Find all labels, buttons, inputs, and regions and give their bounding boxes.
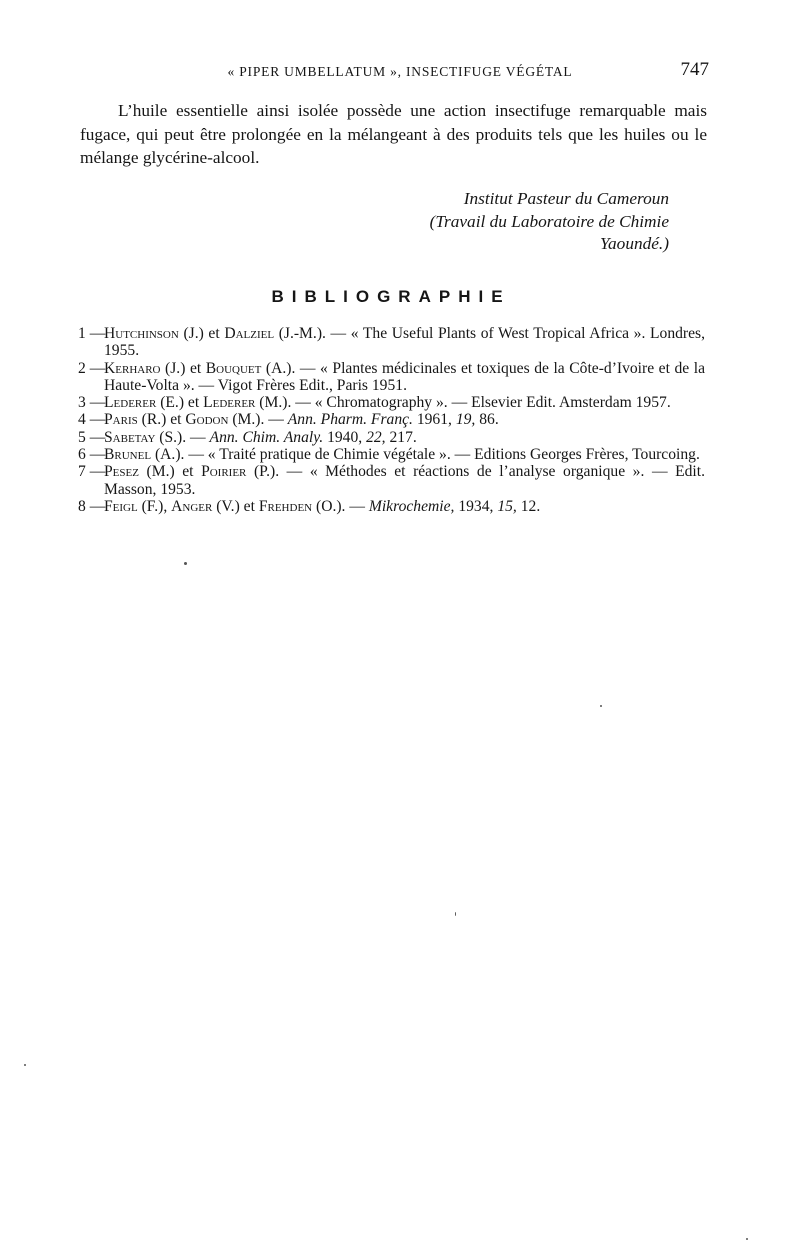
reference-number: 1 —: [78, 325, 106, 342]
author-name: Paris: [104, 411, 138, 429]
journal-title: 22,: [366, 428, 386, 446]
reference-fragment: (F.),: [137, 497, 172, 515]
scan-speck: [746, 1238, 748, 1240]
reference-text: [104, 360, 705, 394]
reference-number: 8 —: [78, 497, 106, 515]
page-number: 747: [680, 59, 709, 80]
reference-fragment: (A.). — « Traité pratique de Chimie végétale ». — Editions Georges Frères, Tourcoing.: [151, 446, 700, 464]
reference-item: [78, 325, 705, 360]
body-paragraph: [80, 99, 707, 170]
bibliography-heading: BIBLIOGRAPHIE: [271, 287, 511, 306]
reference-item: [78, 429, 705, 446]
author-name: Lederer: [104, 394, 157, 412]
reference-text: [104, 394, 671, 411]
scan-speck: [600, 705, 602, 707]
reference-fragment: (P.). — « Méthodes et réactions de l’analyse organique ». — Edit. Masson, 1953.: [104, 463, 705, 498]
reference-fragment: (J.) et: [178, 325, 225, 342]
author-name: Lederer: [203, 394, 256, 412]
reference-fragment: 12.: [516, 497, 541, 515]
reference-number: 2 —: [78, 359, 106, 377]
author-name: Frehden: [258, 497, 313, 515]
scan-speck: [184, 562, 187, 565]
reference-fragment: 217.: [385, 428, 417, 446]
reference-item: [78, 498, 705, 515]
journal-title: Ann. Pharm. Franç.: [287, 411, 413, 429]
reference-fragment: (J.) et: [160, 359, 206, 377]
running-title: « PIPER UMBELLATUM », INSECTIFUGE VÉGÉTAL: [227, 64, 573, 79]
author-name: Pesez: [104, 463, 139, 481]
reference-fragment: (M.). —: [228, 411, 288, 429]
body-paragraph-text: L’huile essentielle ainsi isolée possède une action insectifuge remarquable mais fugace, qui peut être prolongée en la mélangeant à des produits tels que les huiles ou le mélange glycérine-alcool.: [80, 101, 707, 167]
reference-fragment: (M.). — « Chromatography ». — Elsevier Edit. Amsterdam 1957.: [255, 394, 671, 412]
journal-title: Ann. Chim. Analy.: [209, 428, 324, 446]
journal-title: Mikrochemie,: [368, 497, 455, 515]
reference-text: [104, 446, 700, 463]
reference-fragment: (M.) et: [138, 463, 202, 481]
reference-fragment: (V.) et: [212, 497, 259, 515]
author-name: Bouquet: [205, 359, 262, 377]
author-name: Hutchinson: [104, 325, 179, 342]
reference-number: 7 —: [78, 463, 106, 481]
author-name: Brunel: [104, 446, 152, 464]
reference-item: [78, 360, 705, 395]
reference-fragment: 86.: [475, 411, 499, 429]
reference-item: [78, 463, 705, 498]
reference-number: 5 —: [78, 428, 106, 446]
reference-text: [104, 463, 705, 497]
affiliation-institute: Institut Pasteur du Cameroun: [463, 189, 669, 208]
reference-fragment: 1934,: [454, 497, 498, 515]
reference-fragment: (R.) et: [137, 411, 186, 429]
reference-number: 4 —: [78, 411, 106, 429]
reference-fragment: 1940,: [323, 428, 367, 446]
author-name: Sabetay: [104, 428, 156, 446]
reference-fragment: (J.-M.). — « The Useful Plants of West Tropical Africa ». Londres, 1955.: [104, 325, 705, 360]
reference-fragment: (S.). —: [155, 428, 210, 446]
author-name: Anger: [171, 497, 213, 515]
author-name: Poirier: [201, 463, 247, 481]
reference-number: 3 —: [78, 394, 106, 412]
author-name: Godon: [185, 411, 229, 429]
affiliation-block: [430, 188, 669, 256]
reference-list: [78, 325, 705, 515]
reference-fragment: (A.). — « Plantes médicinales et toxiques de la Côte-d’Ivoire et de la Haute-Volta ». — Vigot Frères Edit., Paris 1951.: [104, 359, 705, 394]
scan-speck: [24, 1064, 26, 1066]
reference-text: [104, 411, 499, 428]
reference-text: [104, 498, 540, 515]
reference-item: [78, 446, 705, 463]
author-name: Feigl: [104, 497, 138, 515]
reference-fragment: 1961,: [412, 411, 456, 429]
reference-fragment: (O.). —: [312, 497, 369, 515]
reference-text: [104, 429, 417, 446]
author-name: Dalziel: [224, 325, 275, 342]
scan-speck: [455, 912, 456, 916]
journal-title: 15,: [497, 497, 517, 515]
reference-number: 6 —: [78, 446, 106, 464]
affiliation-city: Yaoundé.): [600, 234, 669, 253]
journal-title: 19,: [455, 411, 476, 429]
reference-item: [78, 394, 705, 411]
reference-item: [78, 411, 705, 428]
reference-text: [104, 325, 705, 359]
affiliation-laboratory: (Travail du Laboratoire de Chimie: [429, 211, 669, 231]
reference-fragment: (E.) et: [156, 394, 204, 412]
author-name: Kerharo: [104, 359, 161, 377]
